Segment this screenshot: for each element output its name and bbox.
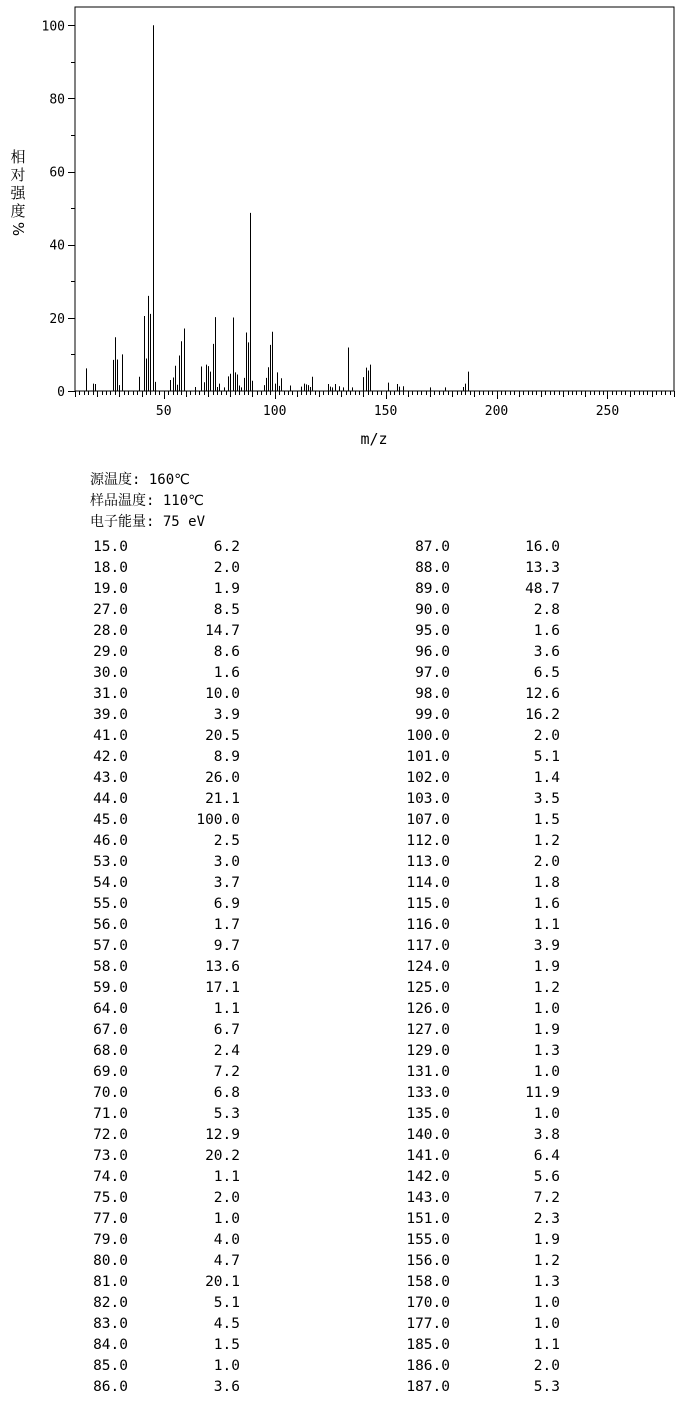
intensity-value: 100.0 xyxy=(196,812,240,828)
x-tick-label: 50 xyxy=(155,404,172,419)
mz-value: 187.0 xyxy=(406,1379,450,1395)
intensity-value: 1.0 xyxy=(533,1064,560,1080)
mz-value: 85.0 xyxy=(93,1358,128,1374)
mz-value: 135.0 xyxy=(406,1106,450,1122)
intensity-value: 1.0 xyxy=(213,1358,240,1374)
intensity-value: 1.9 xyxy=(533,1022,560,1038)
x-tick-label: 100 xyxy=(262,404,287,419)
y-axis-label-char: % xyxy=(9,221,27,237)
mz-value: 69.0 xyxy=(93,1064,128,1080)
y-tick-label: 100 xyxy=(41,19,65,35)
intensity-value: 2.0 xyxy=(213,560,240,576)
intensity-value: 1.5 xyxy=(213,1337,240,1353)
mz-value: 72.0 xyxy=(93,1127,128,1143)
mz-value: 86.0 xyxy=(93,1379,128,1395)
table-row xyxy=(0,1356,260,1377)
table-row xyxy=(330,1146,590,1167)
table-row xyxy=(0,1083,260,1104)
mz-value: 96.0 xyxy=(415,644,450,660)
intensity-value: 4.0 xyxy=(213,1232,240,1248)
intensity-value: 2.8 xyxy=(533,602,560,618)
intensity-value: 5.3 xyxy=(213,1106,240,1122)
mz-value: 114.0 xyxy=(406,875,450,891)
intensity-value: 16.2 xyxy=(525,707,560,723)
intensity-value: 3.6 xyxy=(533,644,560,660)
mz-value: 156.0 xyxy=(406,1253,450,1269)
intensity-value: 2.5 xyxy=(213,833,240,849)
x-axis-ticks xyxy=(76,391,675,419)
intensity-value: 2.0 xyxy=(533,1358,560,1374)
intensity-value: 5.1 xyxy=(533,749,560,765)
y-axis-label-char: 相 xyxy=(10,148,26,166)
mz-value: 58.0 xyxy=(93,959,128,975)
table-row xyxy=(0,1209,260,1230)
table-row xyxy=(330,999,590,1020)
table-row xyxy=(0,894,260,915)
table-row xyxy=(330,579,590,600)
intensity-value: 8.5 xyxy=(213,602,240,618)
intensity-value: 17.1 xyxy=(205,980,240,996)
table-row xyxy=(0,1230,260,1251)
mz-value: 107.0 xyxy=(406,812,450,828)
plot-frame xyxy=(75,7,674,391)
table-row xyxy=(330,705,590,726)
table-row xyxy=(330,1356,590,1377)
table-row xyxy=(0,1377,260,1398)
table-row xyxy=(330,558,590,579)
table-row xyxy=(0,1020,260,1041)
mz-value: 116.0 xyxy=(406,917,450,933)
y-tick-label: 20 xyxy=(49,311,65,327)
intensity-value: 20.5 xyxy=(205,728,240,744)
intensity-value: 26.0 xyxy=(205,770,240,786)
mz-value: 101.0 xyxy=(406,749,450,765)
mz-value: 90.0 xyxy=(415,602,450,618)
intensity-value: 3.9 xyxy=(533,938,560,954)
mz-value: 84.0 xyxy=(93,1337,128,1353)
table-row xyxy=(0,1125,260,1146)
mz-value: 59.0 xyxy=(93,980,128,996)
y-tick-label: 0 xyxy=(57,385,65,400)
mz-value: 88.0 xyxy=(415,560,450,576)
table-row xyxy=(330,1167,590,1188)
table-row xyxy=(0,537,260,558)
mz-value: 127.0 xyxy=(406,1022,450,1038)
mz-value: 39.0 xyxy=(93,707,128,723)
y-tick-label: 60 xyxy=(49,165,65,181)
mz-value: 18.0 xyxy=(93,560,128,576)
intensity-value: 1.9 xyxy=(533,1232,560,1248)
table-row xyxy=(0,1167,260,1188)
mz-value: 70.0 xyxy=(93,1085,128,1101)
mz-value: 140.0 xyxy=(406,1127,450,1143)
intensity-value: 4.7 xyxy=(213,1253,240,1269)
source-temperature: 源温度: 160℃ xyxy=(90,472,190,488)
mz-value: 155.0 xyxy=(406,1232,450,1248)
intensity-value: 1.9 xyxy=(213,581,240,597)
table-row xyxy=(0,1188,260,1209)
y-axis-label-char: 对 xyxy=(10,166,26,184)
table-row xyxy=(0,1062,260,1083)
mz-value: 83.0 xyxy=(93,1316,128,1332)
mz-value: 112.0 xyxy=(406,833,450,849)
y-axis-label-char: 度 xyxy=(10,202,26,220)
table-row xyxy=(330,1125,590,1146)
intensity-value: 20.2 xyxy=(205,1148,240,1164)
intensity-value: 1.0 xyxy=(533,1106,560,1122)
intensity-value: 7.2 xyxy=(533,1190,560,1206)
table-row xyxy=(0,642,260,663)
table-row xyxy=(0,1314,260,1335)
intensity-value: 3.7 xyxy=(213,875,240,891)
intensity-value: 1.9 xyxy=(533,959,560,975)
intensity-value: 1.6 xyxy=(213,665,240,681)
mz-value: 67.0 xyxy=(93,1022,128,1038)
intensity-value: 6.7 xyxy=(213,1022,240,1038)
table-row xyxy=(0,810,260,831)
x-tick-label: 150 xyxy=(373,404,398,419)
table-row xyxy=(0,873,260,894)
mz-value: 87.0 xyxy=(415,539,450,555)
sample-temperature: 样品温度: 110℃ xyxy=(90,493,204,509)
mz-value: 82.0 xyxy=(93,1295,128,1311)
intensity-value: 8.9 xyxy=(213,749,240,765)
table-row xyxy=(0,978,260,999)
table-row xyxy=(0,600,260,621)
intensity-value: 6.9 xyxy=(213,896,240,912)
mz-value: 15.0 xyxy=(93,539,128,555)
table-row xyxy=(0,621,260,642)
table-row xyxy=(0,579,260,600)
intensity-value: 3.8 xyxy=(533,1127,560,1143)
intensity-value: 1.0 xyxy=(213,1211,240,1227)
table-row xyxy=(330,1293,590,1314)
mz-value: 56.0 xyxy=(93,917,128,933)
table-row xyxy=(330,978,590,999)
table-row xyxy=(330,1083,590,1104)
table-row xyxy=(330,600,590,621)
intensity-value: 1.0 xyxy=(533,1316,560,1332)
mz-value: 68.0 xyxy=(93,1043,128,1059)
intensity-value: 4.5 xyxy=(213,1316,240,1332)
table-row xyxy=(330,936,590,957)
mz-value: 97.0 xyxy=(415,665,450,681)
intensity-value: 1.6 xyxy=(533,623,560,639)
intensity-value: 5.3 xyxy=(533,1379,560,1395)
table-row xyxy=(0,1104,260,1125)
intensity-value: 1.3 xyxy=(533,1274,560,1290)
intensity-value: 16.0 xyxy=(525,539,560,555)
mz-value: 102.0 xyxy=(406,770,450,786)
electron-energy: 电子能量: 75 eV xyxy=(90,514,206,530)
mz-value: 64.0 xyxy=(93,1001,128,1017)
intensity-value: 1.5 xyxy=(533,812,560,828)
intensity-value: 12.9 xyxy=(205,1127,240,1143)
table-row xyxy=(0,1293,260,1314)
table-row xyxy=(330,1209,590,1230)
mz-value: 151.0 xyxy=(406,1211,450,1227)
y-axis-ticks xyxy=(42,19,75,400)
mz-value: 80.0 xyxy=(93,1253,128,1269)
table-row xyxy=(0,1041,260,1062)
table-row xyxy=(0,1272,260,1293)
mz-value: 53.0 xyxy=(93,854,128,870)
intensity-value: 6.5 xyxy=(533,665,560,681)
intensity-value: 14.7 xyxy=(205,623,240,639)
mz-value: 79.0 xyxy=(93,1232,128,1248)
table-row xyxy=(0,1146,260,1167)
intensity-value: 1.3 xyxy=(533,1043,560,1059)
mz-value: 28.0 xyxy=(93,623,128,639)
table-row xyxy=(330,957,590,978)
mz-value: 45.0 xyxy=(93,812,128,828)
intensity-value: 2.4 xyxy=(213,1043,240,1059)
intensity-value: 2.3 xyxy=(533,1211,560,1227)
mz-value: 100.0 xyxy=(406,728,450,744)
table-row xyxy=(0,1251,260,1272)
table-row xyxy=(330,726,590,747)
intensity-value: 13.3 xyxy=(525,560,560,576)
intensity-value: 1.0 xyxy=(533,1001,560,1017)
table-row xyxy=(330,537,590,558)
mz-value: 143.0 xyxy=(406,1190,450,1206)
table-row xyxy=(0,957,260,978)
table-row xyxy=(330,1062,590,1083)
intensity-value: 1.6 xyxy=(533,896,560,912)
intensity-value: 11.9 xyxy=(525,1085,560,1101)
mz-value: 54.0 xyxy=(93,875,128,891)
table-row xyxy=(0,1335,260,1356)
mz-value: 133.0 xyxy=(406,1085,450,1101)
intensity-value: 6.8 xyxy=(213,1085,240,1101)
table-row xyxy=(0,768,260,789)
intensity-value: 10.0 xyxy=(205,686,240,702)
intensity-value: 7.2 xyxy=(213,1064,240,1080)
mz-value: 81.0 xyxy=(93,1274,128,1290)
intensity-value: 3.9 xyxy=(213,707,240,723)
table-row xyxy=(330,1314,590,1335)
mz-value: 46.0 xyxy=(93,833,128,849)
table-row xyxy=(330,852,590,873)
y-tick-label: 40 xyxy=(49,238,65,254)
table-row xyxy=(330,621,590,642)
table-row xyxy=(330,684,590,705)
intensity-value: 48.7 xyxy=(525,581,560,597)
table-row xyxy=(330,642,590,663)
mz-value: 95.0 xyxy=(415,623,450,639)
mz-value: 142.0 xyxy=(406,1169,450,1185)
intensity-value: 1.1 xyxy=(213,1169,240,1185)
mz-value: 43.0 xyxy=(93,770,128,786)
intensity-value: 1.1 xyxy=(533,917,560,933)
mz-value: 44.0 xyxy=(93,791,128,807)
table-row xyxy=(330,1020,590,1041)
intensity-value: 3.5 xyxy=(533,791,560,807)
mass-spectrum-chart xyxy=(0,0,680,460)
mz-value: 126.0 xyxy=(406,1001,450,1017)
mz-value: 77.0 xyxy=(93,1211,128,1227)
intensity-value: 1.2 xyxy=(533,980,560,996)
mz-value: 129.0 xyxy=(406,1043,450,1059)
intensity-value: 1.2 xyxy=(533,833,560,849)
intensity-value: 1.4 xyxy=(533,770,560,786)
mz-value: 75.0 xyxy=(93,1190,128,1206)
table-row xyxy=(0,789,260,810)
table-row xyxy=(0,684,260,705)
table-row xyxy=(330,810,590,831)
mz-value: 113.0 xyxy=(406,854,450,870)
mz-value: 124.0 xyxy=(406,959,450,975)
intensity-value: 9.7 xyxy=(213,938,240,954)
mz-value: 73.0 xyxy=(93,1148,128,1164)
table-row xyxy=(0,747,260,768)
spectrum-bars xyxy=(87,25,469,391)
mz-value: 115.0 xyxy=(406,896,450,912)
mz-value: 31.0 xyxy=(93,686,128,702)
table-row xyxy=(330,1188,590,1209)
peak-table-right xyxy=(330,537,590,1398)
table-row xyxy=(330,747,590,768)
intensity-value: 8.6 xyxy=(213,644,240,660)
y-axis-label-char: 强 xyxy=(10,184,26,202)
mz-value: 185.0 xyxy=(406,1337,450,1353)
mz-value: 57.0 xyxy=(93,938,128,954)
table-row xyxy=(330,1251,590,1272)
mz-value: 98.0 xyxy=(415,686,450,702)
x-axis-label: m/z xyxy=(360,430,388,448)
mz-value: 74.0 xyxy=(93,1169,128,1185)
intensity-value: 1.1 xyxy=(213,1001,240,1017)
mz-value: 27.0 xyxy=(93,602,128,618)
intensity-value: 2.0 xyxy=(533,854,560,870)
table-row xyxy=(0,915,260,936)
mz-value: 125.0 xyxy=(406,980,450,996)
mz-value: 131.0 xyxy=(406,1064,450,1080)
intensity-value: 5.6 xyxy=(533,1169,560,1185)
mz-value: 103.0 xyxy=(406,791,450,807)
intensity-value: 13.6 xyxy=(205,959,240,975)
table-row xyxy=(0,999,260,1020)
table-row xyxy=(330,1272,590,1293)
table-row xyxy=(0,936,260,957)
table-row xyxy=(330,789,590,810)
intensity-value: 1.0 xyxy=(533,1295,560,1311)
mz-value: 177.0 xyxy=(406,1316,450,1332)
x-tick-label: 250 xyxy=(595,404,620,419)
mz-value: 99.0 xyxy=(415,707,450,723)
mz-value: 42.0 xyxy=(93,749,128,765)
table-row xyxy=(330,1041,590,1062)
mz-value: 141.0 xyxy=(406,1148,450,1164)
table-row xyxy=(330,873,590,894)
y-tick-label: 80 xyxy=(49,92,65,108)
table-row xyxy=(0,726,260,747)
mz-value: 170.0 xyxy=(406,1295,450,1311)
table-row xyxy=(0,852,260,873)
intensity-value: 5.1 xyxy=(213,1295,240,1311)
mz-value: 55.0 xyxy=(93,896,128,912)
mz-value: 89.0 xyxy=(415,581,450,597)
table-row xyxy=(330,1230,590,1251)
intensity-value: 21.1 xyxy=(205,791,240,807)
intensity-value: 1.8 xyxy=(533,875,560,891)
mz-value: 71.0 xyxy=(93,1106,128,1122)
x-tick-label: 200 xyxy=(484,404,509,419)
mz-value: 30.0 xyxy=(93,665,128,681)
intensity-value: 1.2 xyxy=(533,1253,560,1269)
table-row xyxy=(0,831,260,852)
intensity-value: 1.1 xyxy=(533,1337,560,1353)
intensity-value: 20.1 xyxy=(205,1274,240,1290)
intensity-value: 1.7 xyxy=(213,917,240,933)
table-row xyxy=(330,663,590,684)
table-row xyxy=(330,768,590,789)
mz-value: 117.0 xyxy=(406,938,450,954)
table-row xyxy=(0,663,260,684)
intensity-value: 3.6 xyxy=(213,1379,240,1395)
peak-table-left xyxy=(0,537,260,1398)
mz-value: 29.0 xyxy=(93,644,128,660)
mz-value: 158.0 xyxy=(406,1274,450,1290)
table-row xyxy=(330,915,590,936)
mz-value: 41.0 xyxy=(93,728,128,744)
intensity-value: 2.0 xyxy=(213,1190,240,1206)
table-row xyxy=(330,894,590,915)
acquisition-conditions xyxy=(90,470,205,533)
y-axis-label xyxy=(8,148,28,238)
table-row xyxy=(330,831,590,852)
intensity-value: 2.0 xyxy=(533,728,560,744)
table-row xyxy=(0,558,260,579)
intensity-value: 6.4 xyxy=(533,1148,560,1164)
mz-value: 186.0 xyxy=(406,1358,450,1374)
mz-value: 19.0 xyxy=(93,581,128,597)
table-row xyxy=(0,705,260,726)
intensity-value: 3.0 xyxy=(213,854,240,870)
table-row xyxy=(330,1335,590,1356)
table-row xyxy=(330,1377,590,1398)
table-row xyxy=(330,1104,590,1125)
intensity-value: 12.6 xyxy=(525,686,560,702)
intensity-value: 6.2 xyxy=(213,539,240,555)
